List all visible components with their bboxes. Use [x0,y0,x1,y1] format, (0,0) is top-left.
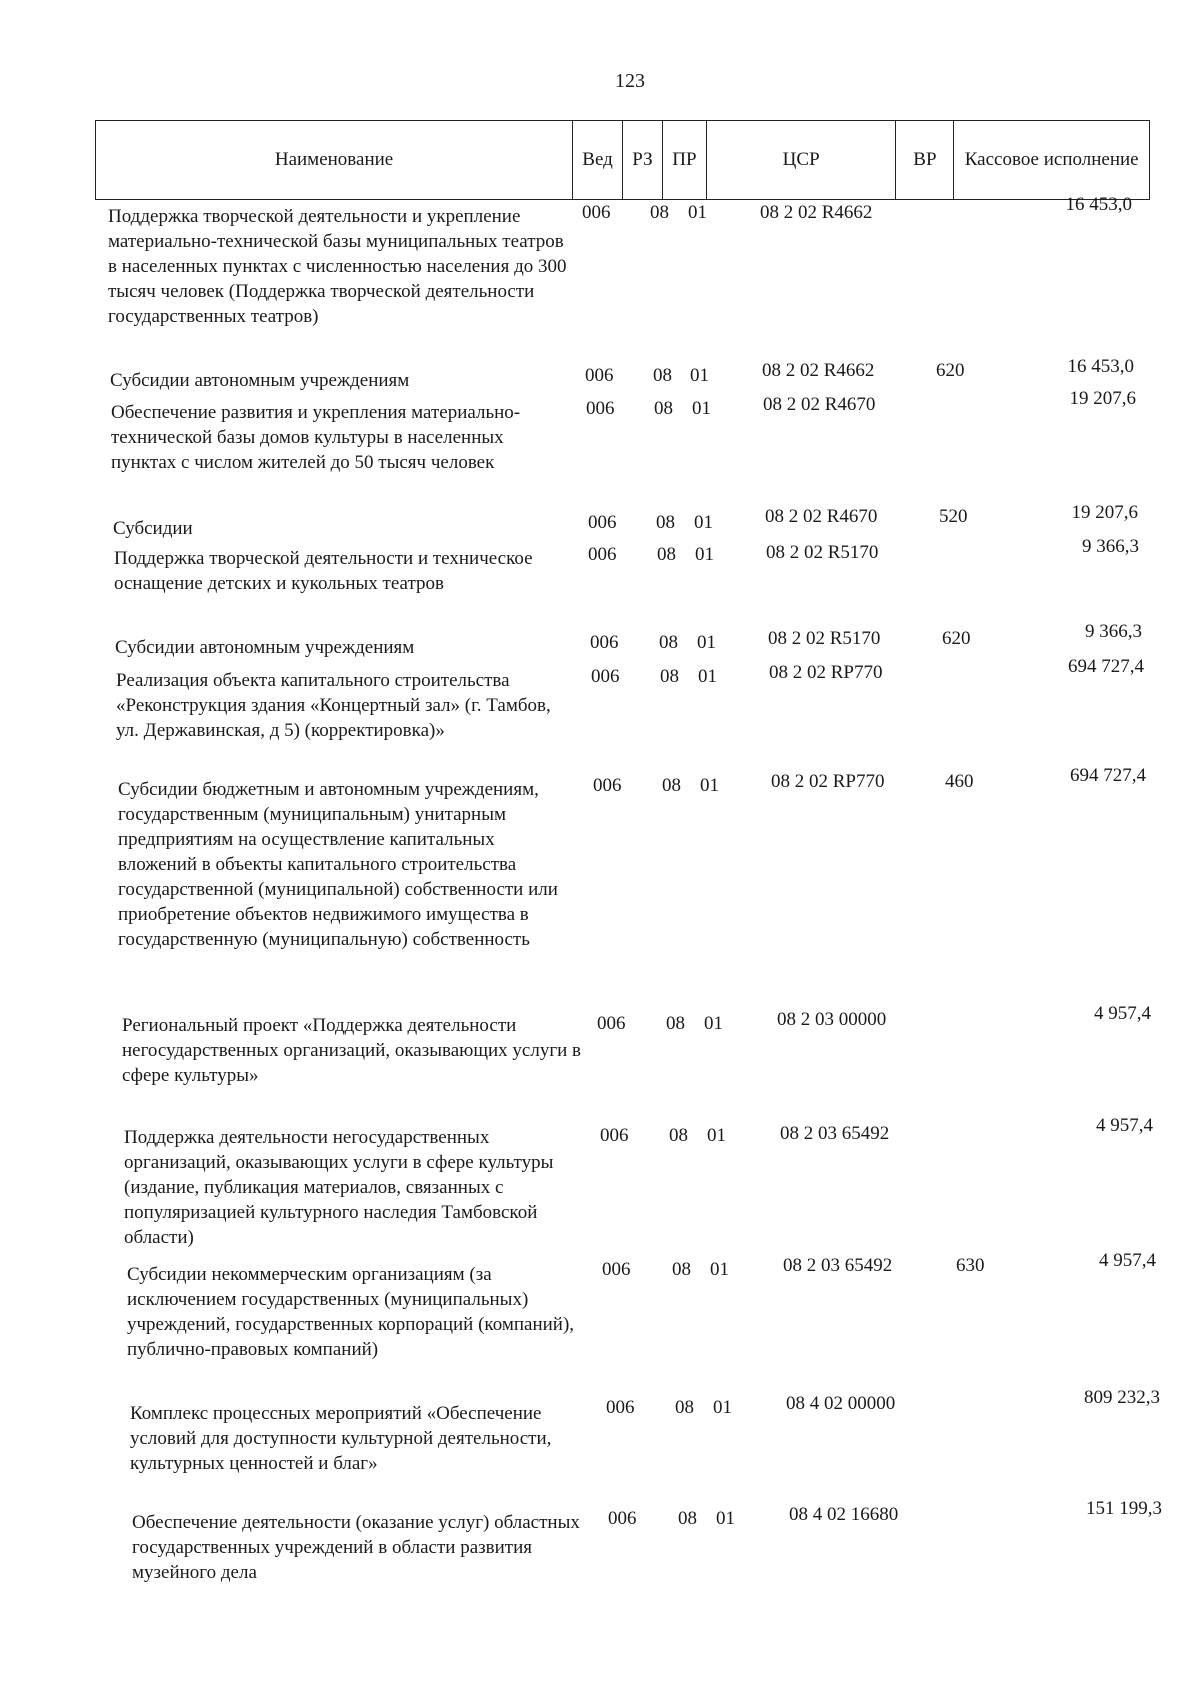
row-ved: 006 [593,775,622,796]
row-rz: 08 [650,202,669,223]
row-csr: 08 2 03 00000 [777,1009,887,1030]
row-rz: 08 [678,1508,697,1529]
row-rz: 08 [660,666,679,687]
row-name: Субсидии автономным учреждениям [110,370,410,391]
row-pr: 01 [695,544,714,565]
row-name: Субсидии некоммерческим организациям (за исключением государственных (муниципальных) учреждений, государственных корпораций (компаний), публично-правовых компаний) [127,1264,575,1360]
row-rz: 08 [659,632,678,653]
row-amount: 19 207,6 [1071,502,1138,523]
row-vr: 630 [956,1255,985,1276]
row-amount: 151 199,3 [1086,1498,1162,1519]
row-ved: 006 [597,1013,626,1034]
row-csr: 08 2 02 R5170 [766,542,879,563]
table-row [0,194,1200,327]
row-amount: 19 207,6 [1069,388,1136,409]
row-csr: 08 2 02 R4662 [760,202,873,223]
row-ved: 006 [588,544,617,565]
row-ved: 006 [582,202,611,223]
table-row [0,765,1200,950]
row-ved: 006 [600,1125,629,1146]
table-row [0,1003,1200,1086]
row-rz: 08 [653,365,672,386]
row-csr: 08 4 02 16680 [789,1504,899,1525]
row-name: Обеспечение деятельности (оказание услуг) областных государственных учреждений в области развития музейного дела [132,1512,580,1583]
row-pr: 01 [716,1508,735,1529]
row-rz: 08 [675,1397,694,1418]
header-rz: РЗ [623,121,663,199]
row-ved: 006 [586,398,615,419]
header-kassovoe: Кассовое исполнение [964,148,1139,170]
row-pr: 01 [704,1013,723,1034]
header-pr: ПР [663,121,707,199]
header-name: Наименование [96,121,573,199]
header-vr: ВР [896,121,954,199]
row-csr: 08 2 02 R4662 [762,360,875,381]
row-pr: 01 [713,1397,732,1418]
row-rz: 08 [656,512,675,533]
page-number: 123 [615,70,645,92]
row-pr: 01 [707,1125,726,1146]
row-amount: 4 957,4 [1096,1115,1153,1136]
row-pr: 01 [697,632,716,653]
row-ved: 006 [591,666,620,687]
row-rz: 08 [657,544,676,565]
row-csr: 08 2 03 65492 [783,1255,893,1276]
row-pr: 01 [690,365,709,386]
row-pr: 01 [692,398,711,419]
row-name: Реализация объекта капитального строительства «Реконструкция здания «Концертный зал» (г. Тамбов, ул. Державинская, д 5) (корректировка)» [116,670,551,741]
row-vr: 620 [942,628,971,649]
table-row [0,388,1200,473]
table-row [0,1498,1200,1583]
row-csr: 08 2 02 RP770 [769,662,883,683]
table-row [0,656,1200,741]
row-ved: 006 [588,512,617,533]
row-pr: 01 [700,775,719,796]
header-csr: ЦСР [707,121,897,199]
row-vr: 520 [939,506,968,527]
row-pr: 01 [688,202,707,223]
row-rz: 08 [666,1013,685,1034]
row-vr: 620 [936,360,965,381]
row-csr: 08 2 02 R5170 [768,628,881,649]
row-pr: 01 [694,512,713,533]
table-row [0,536,1200,594]
row-amount: 809 232,3 [1084,1387,1160,1408]
row-amount: 694 727,4 [1068,656,1144,677]
row-ved: 006 [608,1508,637,1529]
table-header [95,120,1150,200]
table-row [0,621,1200,658]
row-name: Комплекс процессных мероприятий «Обеспечение условий для доступности культурной деятельности, культурных ценностей и благ» [130,1403,552,1474]
row-amount: 9 366,3 [1082,536,1139,557]
table-row [0,1250,1200,1360]
row-amount: 16 453,0 [1067,356,1134,377]
row-csr: 08 2 02 R4670 [765,506,878,527]
row-ved: 006 [590,632,619,653]
row-csr: 08 4 02 00000 [786,1393,896,1414]
row-name: Поддержка деятельности негосударственных организаций, оказывающих услуги в сфере культуры (издание, публикация материалов, связанных с популяризацией культурного наследия Тамбовской области) [124,1127,554,1248]
row-amount: 16 453,0 [1065,194,1132,215]
row-name: Обеспечение развития и укрепления материально-технической базы домов культуры в населенных пунктах с числом жителей до 50 тысяч человек [111,402,521,473]
row-amount: 4 957,4 [1099,1250,1156,1271]
row-rz: 08 [669,1125,688,1146]
row-rz: 08 [654,398,673,419]
table-row [0,1115,1200,1248]
row-ved: 006 [606,1397,635,1418]
row-pr: 01 [710,1259,729,1280]
row-rz: 08 [672,1259,691,1280]
row-name: Субсидии автономным учреждениям [115,637,415,658]
row-name: Поддержка творческой деятельности и укрепление материально-технической базы муниципальных театров в населенных пунктах с численностью населения до 300 тысяч человек (Поддержка творческой деятельности государственных театров) [108,206,567,327]
row-rz: 08 [662,775,681,796]
row-amount: 9 366,3 [1085,621,1142,642]
row-csr: 08 2 02 R4670 [763,394,876,415]
row-ved: 006 [602,1259,631,1280]
row-name: Региональный проект «Поддержка деятельности негосударственных организаций, оказывающих услуги в сфере культуры» [122,1015,582,1086]
row-amount: 4 957,4 [1094,1003,1151,1024]
row-name: Субсидии [113,518,193,539]
table-row [0,1387,1200,1474]
row-ved: 006 [585,365,614,386]
table-row [0,502,1200,539]
row-csr: 08 2 03 65492 [780,1123,890,1144]
row-amount: 694 727,4 [1070,765,1146,786]
row-vr: 460 [945,771,974,792]
row-name: Субсидии бюджетным и автономным учреждениям, государственным (муниципальным) унитарным предприятиям на осуществление капитальных вложений в объекты капитального строительства государственной (муниципальной) собственности или приобретение объектов недвижимого имущества в государственную (муниципальную) собственность [118,779,558,950]
header-ved: Вед [573,121,623,199]
row-csr: 08 2 02 RP770 [771,771,885,792]
row-name: Поддержка творческой деятельности и техническое оснащение детских и кукольных театров [114,548,533,594]
row-pr: 01 [698,666,717,687]
table-row [0,356,1200,391]
